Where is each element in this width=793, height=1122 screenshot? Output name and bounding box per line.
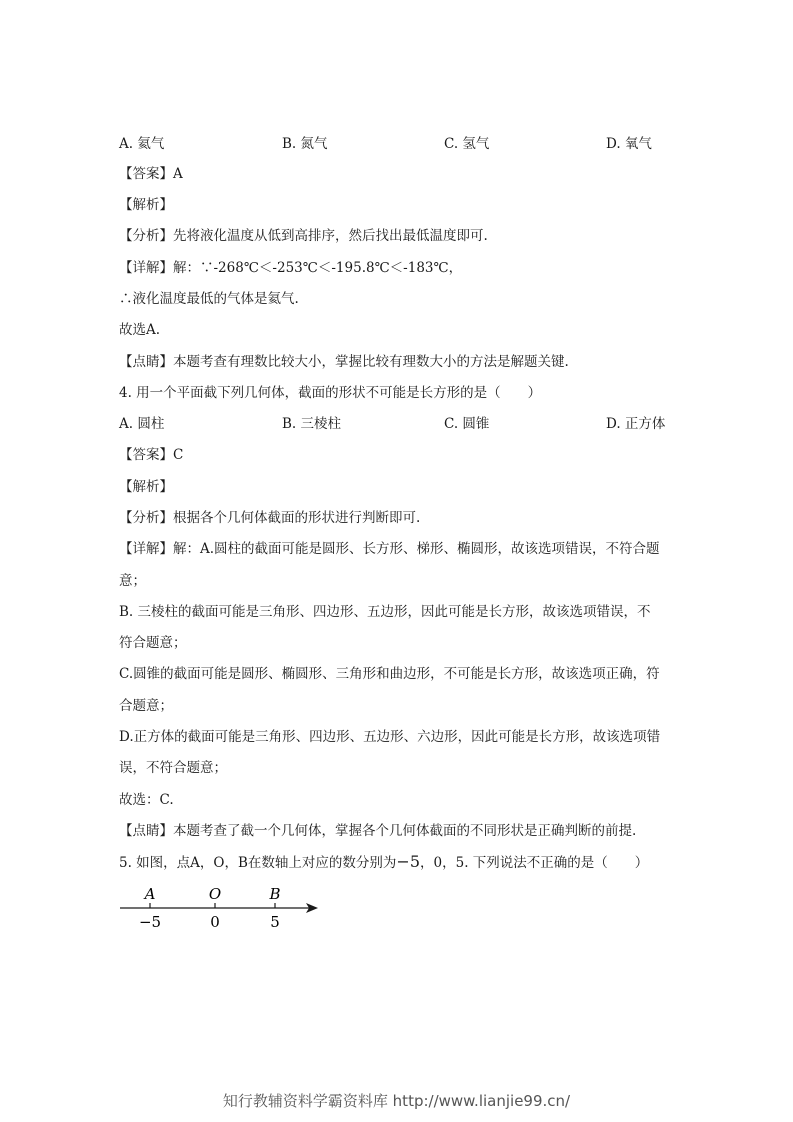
q4-conclusion: 故选：C. — [119, 792, 174, 808]
point-label-o: O — [208, 885, 222, 903]
q4-option-a: A. 圆柱 — [119, 416, 165, 432]
q3-jiexi-heading: 【解析】 — [119, 197, 173, 213]
q4-detail-line: B. 三棱柱的截面可能是三角形、四边形、五边形，因此可能是长方形，故该选项错误，不 — [119, 604, 651, 620]
q3-option-a: A. 氦气 — [119, 136, 165, 152]
q5-stem-pre: 5. 如图，点A，O，B在数轴上对应的数分别为 — [119, 855, 397, 871]
number-line-figure — [110, 880, 330, 940]
tick-label-5: 5 — [270, 913, 280, 931]
q4-answer: 【答案】C — [119, 447, 184, 463]
q4-option-b: B. 三棱柱 — [282, 416, 342, 432]
q5-stem-number: −5 — [396, 852, 421, 871]
q4-detail-line: D.正方体的截面可能是三角形、四边形、五边形、六边形，因此可能是长方形，故该选项错 — [119, 729, 661, 745]
q3-xiangjie-line1: 【详解】解：∵-268℃＜-253℃＜-195.8℃＜-183℃， — [119, 260, 463, 276]
q4-option-c: C. 圆锥 — [444, 416, 490, 432]
q3-conclusion: 故选A. — [119, 322, 161, 338]
q3-answer: 【答案】A — [119, 166, 183, 182]
q5-stem-post: ，0，5. 下列说法不正确的是（ ） — [420, 855, 649, 871]
q3-fenxi: 【分析】先将液化温度从低到高排序，然后找出最低温度即可. — [119, 228, 488, 244]
tick-label-0: 0 — [210, 913, 220, 931]
q4-jiexi-heading: 【解析】 — [119, 479, 173, 495]
q4-detail-line: 误，不符合题意； — [119, 760, 227, 776]
q4-fenxi: 【分析】根据各个几何体截面的形状进行判断即可. — [119, 510, 421, 526]
q4-dianjing: 【点睛】本题考查了截一个几何体，掌握各个几何体截面的不同形状是正确判断的前提. — [119, 823, 637, 839]
point-label-b: B — [269, 885, 281, 903]
q3-xiangjie-line2: ∴液化温度最低的气体是氦气. — [119, 291, 299, 307]
q4-detail-line: 意； — [119, 573, 146, 589]
tick-label-neg5: −5 — [138, 913, 162, 931]
q5-stem — [119, 853, 648, 872]
page-footer: 知行教辅资料学霸资料库 http://www.lianjie99.cn/ — [222, 1092, 571, 1110]
q3-option-b: B. 氮气 — [282, 136, 328, 152]
point-label-a: A — [144, 885, 156, 903]
q3-option-d: D. 氧气 — [606, 136, 652, 152]
q3-option-c: C. 氢气 — [444, 136, 490, 152]
q4-detail-line: 【详解】解：A.圆柱的截面可能是圆形、长方形、梯形、椭圆形，故该选项错误，不符合题 — [119, 541, 660, 557]
q4-detail-line: 合题意； — [119, 698, 173, 714]
q4-detail-line: C.圆锥的截面可能是圆形、椭圆形、三角形和曲边形，不可能是长方形，故该选项正确，符 — [119, 666, 660, 682]
q4-stem: 4. 用一个平面截下列几何体，截面的形状不可能是长方形的是（ ） — [119, 385, 542, 401]
q3-dianjing: 【点睛】本题考查有理数比较大小，掌握比较有理数大小的方法是解题关键. — [119, 354, 569, 370]
q4-option-d: D. 正方体 — [606, 416, 666, 432]
q4-detail-line: 符合题意； — [119, 635, 187, 651]
